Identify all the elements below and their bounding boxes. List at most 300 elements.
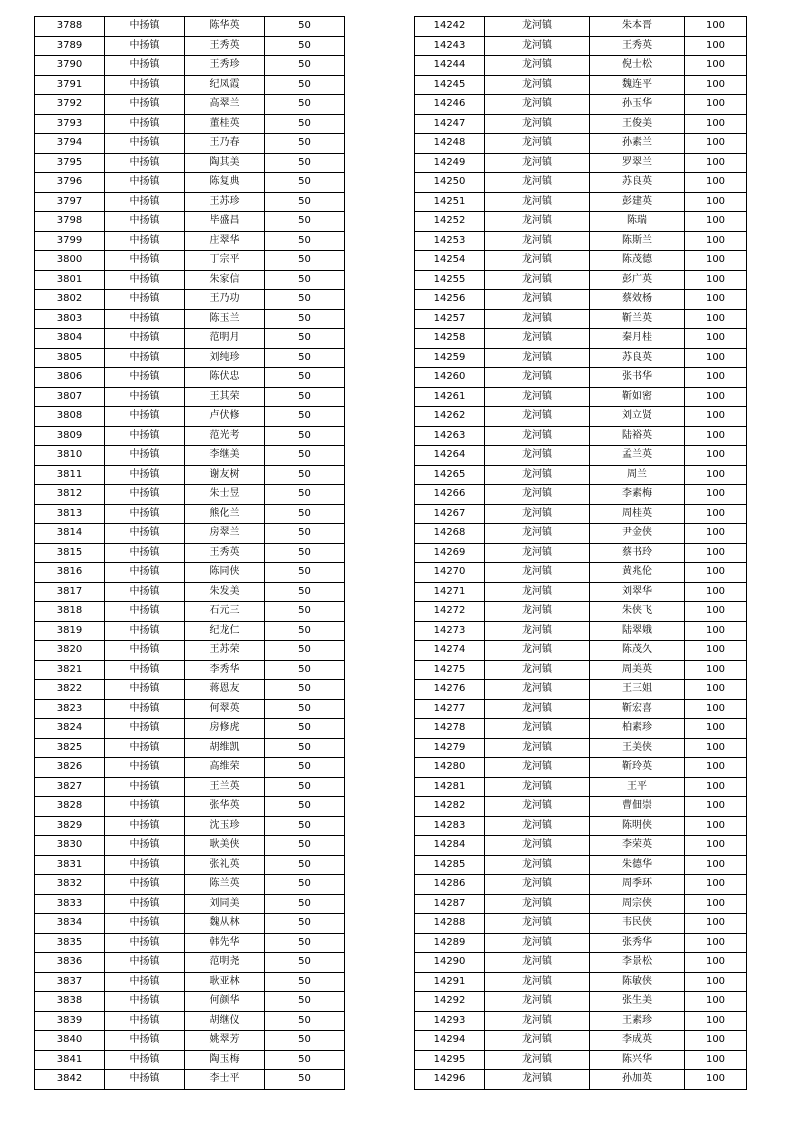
town-cell: 中扬镇 — [105, 231, 185, 251]
town-cell: 龙河镇 — [485, 836, 590, 856]
name-cell: 靳如密 — [590, 387, 685, 407]
name-cell: 李继美 — [185, 446, 265, 466]
amount-cell: 100 — [685, 1031, 747, 1051]
amount-cell: 50 — [265, 1011, 345, 1031]
town-cell: 中扬镇 — [105, 387, 185, 407]
id-cell: 14247 — [415, 114, 485, 134]
amount-cell: 50 — [265, 368, 345, 388]
name-cell: 黄兆伦 — [590, 563, 685, 583]
amount-cell: 50 — [265, 933, 345, 953]
town-cell: 中扬镇 — [105, 407, 185, 427]
town-cell: 龙河镇 — [485, 738, 590, 758]
id-cell: 3841 — [35, 1050, 105, 1070]
table-row — [35, 134, 345, 154]
id-cell: 3842 — [35, 1070, 105, 1090]
id-cell: 3797 — [35, 192, 105, 212]
id-cell: 3821 — [35, 660, 105, 680]
table-row — [35, 621, 345, 641]
table-row — [35, 1070, 345, 1090]
table-row — [35, 680, 345, 700]
amount-cell: 100 — [685, 953, 747, 973]
name-cell: 李荣英 — [590, 836, 685, 856]
id-cell: 14264 — [415, 446, 485, 466]
amount-cell: 100 — [685, 836, 747, 856]
table-row — [35, 914, 345, 934]
table-row — [415, 914, 747, 934]
table-row — [415, 816, 747, 836]
amount-cell: 50 — [265, 309, 345, 329]
table-row — [415, 153, 747, 173]
amount-cell: 50 — [265, 485, 345, 505]
id-cell: 3796 — [35, 173, 105, 193]
name-cell: 陆裕英 — [590, 426, 685, 446]
town-cell: 中扬镇 — [105, 758, 185, 778]
amount-cell: 50 — [265, 621, 345, 641]
name-cell: 纪凤霞 — [185, 75, 265, 95]
name-cell: 李景松 — [590, 953, 685, 973]
town-cell: 中扬镇 — [105, 894, 185, 914]
name-cell: 刘同美 — [185, 894, 265, 914]
amount-cell: 100 — [685, 56, 747, 76]
table-row — [35, 114, 345, 134]
name-cell: 孙素兰 — [590, 134, 685, 154]
table-row — [415, 309, 747, 329]
town-cell: 中扬镇 — [105, 56, 185, 76]
id-cell: 14251 — [415, 192, 485, 212]
name-cell: 毕盛昌 — [185, 212, 265, 232]
table-row — [35, 231, 345, 251]
town-cell: 中扬镇 — [105, 836, 185, 856]
name-cell: 沈玉珍 — [185, 816, 265, 836]
name-cell: 王乃功 — [185, 290, 265, 310]
amount-cell: 100 — [685, 387, 747, 407]
table-row — [415, 446, 747, 466]
table-row — [35, 992, 345, 1012]
id-cell: 3806 — [35, 368, 105, 388]
town-cell: 龙河镇 — [485, 582, 590, 602]
amount-cell: 100 — [685, 524, 747, 544]
amount-cell: 100 — [685, 680, 747, 700]
name-cell: 尹金侠 — [590, 524, 685, 544]
id-cell: 3798 — [35, 212, 105, 232]
amount-cell: 100 — [685, 602, 747, 622]
name-cell: 刘立贤 — [590, 407, 685, 427]
town-cell: 龙河镇 — [485, 777, 590, 797]
amount-cell: 50 — [265, 816, 345, 836]
id-cell: 14284 — [415, 836, 485, 856]
table-row — [415, 953, 747, 973]
id-cell: 14274 — [415, 641, 485, 661]
amount-cell: 50 — [265, 602, 345, 622]
amount-cell: 50 — [265, 348, 345, 368]
table-row — [415, 582, 747, 602]
name-cell: 王乃春 — [185, 134, 265, 154]
town-cell: 龙河镇 — [485, 875, 590, 895]
id-cell: 14287 — [415, 894, 485, 914]
table-row — [35, 602, 345, 622]
amount-cell: 100 — [685, 485, 747, 505]
name-cell: 秦月桂 — [590, 329, 685, 349]
name-cell: 陈茂德 — [590, 251, 685, 271]
id-cell: 14280 — [415, 758, 485, 778]
name-cell: 范明月 — [185, 329, 265, 349]
town-cell: 龙河镇 — [485, 153, 590, 173]
name-cell: 范明尧 — [185, 953, 265, 973]
name-cell: 王秀珍 — [185, 56, 265, 76]
id-cell: 3819 — [35, 621, 105, 641]
id-cell: 3831 — [35, 855, 105, 875]
table-row — [35, 95, 345, 115]
amount-cell: 50 — [265, 36, 345, 56]
town-cell: 中扬镇 — [105, 992, 185, 1012]
table-row — [415, 134, 747, 154]
name-cell: 陈兴华 — [590, 1050, 685, 1070]
id-cell: 3812 — [35, 485, 105, 505]
name-cell: 韦民侠 — [590, 914, 685, 934]
name-cell: 熊化兰 — [185, 504, 265, 524]
town-cell: 中扬镇 — [105, 192, 185, 212]
table-row — [35, 17, 345, 37]
name-cell: 陈复典 — [185, 173, 265, 193]
id-cell: 14290 — [415, 953, 485, 973]
id-cell: 3810 — [35, 446, 105, 466]
town-cell: 龙河镇 — [485, 855, 590, 875]
amount-cell: 50 — [265, 797, 345, 817]
table-row — [35, 290, 345, 310]
town-cell: 中扬镇 — [105, 36, 185, 56]
amount-cell: 50 — [265, 270, 345, 290]
table-row — [35, 875, 345, 895]
table-row — [415, 719, 747, 739]
name-cell: 陈敏侠 — [590, 972, 685, 992]
table-row — [415, 602, 747, 622]
town-cell: 龙河镇 — [485, 602, 590, 622]
table-row — [415, 95, 747, 115]
name-cell: 房翠兰 — [185, 524, 265, 544]
table-row — [415, 660, 747, 680]
amount-cell: 50 — [265, 75, 345, 95]
amount-cell: 100 — [685, 660, 747, 680]
amount-cell: 100 — [685, 1070, 747, 1090]
table-row — [415, 387, 747, 407]
name-cell: 靳兰英 — [590, 309, 685, 329]
table-row — [415, 1070, 747, 1090]
name-cell: 苏良英 — [590, 173, 685, 193]
town-cell: 龙河镇 — [485, 680, 590, 700]
table-row — [415, 992, 747, 1012]
table-row — [35, 1031, 345, 1051]
id-cell: 3820 — [35, 641, 105, 661]
left-table — [34, 16, 345, 1090]
town-cell: 龙河镇 — [485, 75, 590, 95]
name-cell: 张秀华 — [590, 933, 685, 953]
town-cell: 中扬镇 — [105, 212, 185, 232]
id-cell: 3834 — [35, 914, 105, 934]
amount-cell: 50 — [265, 777, 345, 797]
town-cell: 中扬镇 — [105, 777, 185, 797]
name-cell: 李素梅 — [590, 485, 685, 505]
amount-cell: 50 — [265, 1031, 345, 1051]
table-row — [35, 777, 345, 797]
amount-cell: 50 — [265, 836, 345, 856]
table-row — [35, 368, 345, 388]
town-cell: 中扬镇 — [105, 329, 185, 349]
table-row — [35, 36, 345, 56]
amount-cell: 100 — [685, 173, 747, 193]
name-cell: 王美侠 — [590, 738, 685, 758]
table-row — [35, 270, 345, 290]
id-cell: 3829 — [35, 816, 105, 836]
amount-cell: 100 — [685, 504, 747, 524]
amount-cell: 100 — [685, 153, 747, 173]
table-row — [415, 290, 747, 310]
town-cell: 中扬镇 — [105, 582, 185, 602]
table-row — [415, 407, 747, 427]
name-cell: 陈伏忠 — [185, 368, 265, 388]
name-cell: 张生美 — [590, 992, 685, 1012]
amount-cell: 50 — [265, 134, 345, 154]
name-cell: 张书华 — [590, 368, 685, 388]
table-row — [35, 446, 345, 466]
town-cell: 龙河镇 — [485, 251, 590, 271]
town-cell: 龙河镇 — [485, 270, 590, 290]
town-cell: 中扬镇 — [105, 680, 185, 700]
town-cell: 龙河镇 — [485, 426, 590, 446]
id-cell: 14272 — [415, 602, 485, 622]
id-cell: 3803 — [35, 309, 105, 329]
town-cell: 龙河镇 — [485, 972, 590, 992]
amount-cell: 50 — [265, 758, 345, 778]
amount-cell: 100 — [685, 17, 747, 37]
id-cell: 14277 — [415, 699, 485, 719]
town-cell: 龙河镇 — [485, 95, 590, 115]
name-cell: 靳宏喜 — [590, 699, 685, 719]
amount-cell: 100 — [685, 992, 747, 1012]
amount-cell: 100 — [685, 348, 747, 368]
table-row — [35, 387, 345, 407]
id-cell: 14260 — [415, 368, 485, 388]
table-row — [415, 738, 747, 758]
id-cell: 14246 — [415, 95, 485, 115]
amount-cell: 100 — [685, 875, 747, 895]
name-cell: 魏连平 — [590, 75, 685, 95]
name-cell: 房修虎 — [185, 719, 265, 739]
id-cell: 3839 — [35, 1011, 105, 1031]
amount-cell: 50 — [265, 699, 345, 719]
table-row — [415, 465, 747, 485]
amount-cell: 100 — [685, 134, 747, 154]
id-cell: 14250 — [415, 173, 485, 193]
id-cell: 3788 — [35, 17, 105, 37]
name-cell: 王素珍 — [590, 1011, 685, 1031]
amount-cell: 100 — [685, 75, 747, 95]
name-cell: 蔡效杨 — [590, 290, 685, 310]
table-row — [415, 621, 747, 641]
name-cell: 陶其美 — [185, 153, 265, 173]
table-row — [415, 777, 747, 797]
table-row — [35, 524, 345, 544]
town-cell: 龙河镇 — [485, 36, 590, 56]
id-cell: 14296 — [415, 1070, 485, 1090]
table-row — [415, 504, 747, 524]
name-cell: 庄翠华 — [185, 231, 265, 251]
town-cell: 龙河镇 — [485, 699, 590, 719]
amount-cell: 50 — [265, 231, 345, 251]
amount-cell: 50 — [265, 660, 345, 680]
amount-cell: 100 — [685, 329, 747, 349]
amount-cell: 100 — [685, 368, 747, 388]
amount-cell: 50 — [265, 641, 345, 661]
amount-cell: 100 — [685, 290, 747, 310]
town-cell: 中扬镇 — [105, 309, 185, 329]
name-cell: 孟兰英 — [590, 446, 685, 466]
id-cell: 3793 — [35, 114, 105, 134]
name-cell: 纪龙仁 — [185, 621, 265, 641]
town-cell: 中扬镇 — [105, 153, 185, 173]
amount-cell: 50 — [265, 1070, 345, 1090]
town-cell: 龙河镇 — [485, 621, 590, 641]
id-cell: 14273 — [415, 621, 485, 641]
id-cell: 3805 — [35, 348, 105, 368]
table-row — [415, 797, 747, 817]
town-cell: 龙河镇 — [485, 407, 590, 427]
amount-cell: 50 — [265, 504, 345, 524]
id-cell: 14261 — [415, 387, 485, 407]
name-cell: 朱德华 — [590, 855, 685, 875]
name-cell: 刘纯珍 — [185, 348, 265, 368]
town-cell: 龙河镇 — [485, 797, 590, 817]
town-cell: 中扬镇 — [105, 797, 185, 817]
id-cell: 3815 — [35, 543, 105, 563]
table-row — [415, 836, 747, 856]
town-cell: 中扬镇 — [105, 953, 185, 973]
town-cell: 中扬镇 — [105, 933, 185, 953]
name-cell: 耿亚林 — [185, 972, 265, 992]
table-row — [35, 933, 345, 953]
id-cell: 14265 — [415, 465, 485, 485]
id-cell: 14288 — [415, 914, 485, 934]
table-row — [415, 251, 747, 271]
town-cell: 中扬镇 — [105, 173, 185, 193]
table-row — [415, 855, 747, 875]
name-cell: 何颜华 — [185, 992, 265, 1012]
table-row — [35, 953, 345, 973]
amount-cell: 100 — [685, 543, 747, 563]
id-cell: 3833 — [35, 894, 105, 914]
amount-cell: 50 — [265, 426, 345, 446]
town-cell: 中扬镇 — [105, 426, 185, 446]
name-cell: 姚翠芳 — [185, 1031, 265, 1051]
table-row — [415, 563, 747, 583]
amount-cell: 100 — [685, 465, 747, 485]
name-cell: 朱本晋 — [590, 17, 685, 37]
table-row — [415, 75, 747, 95]
id-cell: 3808 — [35, 407, 105, 427]
id-cell: 14249 — [415, 153, 485, 173]
name-cell: 陈斯兰 — [590, 231, 685, 251]
amount-cell: 100 — [685, 641, 747, 661]
town-cell: 龙河镇 — [485, 329, 590, 349]
table-row — [35, 738, 345, 758]
town-cell: 龙河镇 — [485, 309, 590, 329]
town-cell: 龙河镇 — [485, 290, 590, 310]
id-cell: 14256 — [415, 290, 485, 310]
town-cell: 中扬镇 — [105, 543, 185, 563]
name-cell: 周桂英 — [590, 504, 685, 524]
name-cell: 王兰英 — [185, 777, 265, 797]
table-row — [35, 426, 345, 446]
town-cell: 龙河镇 — [485, 504, 590, 524]
name-cell: 朱家信 — [185, 270, 265, 290]
table-row — [35, 582, 345, 602]
name-cell: 耿美侠 — [185, 836, 265, 856]
town-cell: 中扬镇 — [105, 485, 185, 505]
amount-cell: 50 — [265, 212, 345, 232]
name-cell: 王俊美 — [590, 114, 685, 134]
table-row — [415, 56, 747, 76]
table-row — [415, 348, 747, 368]
id-cell: 14252 — [415, 212, 485, 232]
amount-cell: 50 — [265, 192, 345, 212]
id-cell: 14245 — [415, 75, 485, 95]
name-cell: 王平 — [590, 777, 685, 797]
town-cell: 中扬镇 — [105, 602, 185, 622]
id-cell: 14292 — [415, 992, 485, 1012]
id-cell: 3790 — [35, 56, 105, 76]
id-cell: 3804 — [35, 329, 105, 349]
table-row — [415, 192, 747, 212]
name-cell: 朱侠飞 — [590, 602, 685, 622]
amount-cell: 100 — [685, 1011, 747, 1031]
table-row — [415, 329, 747, 349]
table-row — [35, 1011, 345, 1031]
name-cell: 陈兰英 — [185, 875, 265, 895]
amount-cell: 50 — [265, 114, 345, 134]
amount-cell: 50 — [265, 914, 345, 934]
amount-cell: 100 — [685, 270, 747, 290]
id-cell: 3807 — [35, 387, 105, 407]
town-cell: 中扬镇 — [105, 1011, 185, 1031]
id-cell: 3814 — [35, 524, 105, 544]
amount-cell: 50 — [265, 582, 345, 602]
id-cell: 14276 — [415, 680, 485, 700]
table-row — [415, 368, 747, 388]
id-cell: 14279 — [415, 738, 485, 758]
amount-cell: 50 — [265, 56, 345, 76]
table-row — [35, 797, 345, 817]
amount-cell: 100 — [685, 699, 747, 719]
name-cell: 丁宗平 — [185, 251, 265, 271]
amount-cell: 100 — [685, 212, 747, 232]
id-cell: 14244 — [415, 56, 485, 76]
table-row — [35, 836, 345, 856]
table-row — [35, 251, 345, 271]
town-cell: 中扬镇 — [105, 816, 185, 836]
town-cell: 龙河镇 — [485, 660, 590, 680]
id-cell: 14262 — [415, 407, 485, 427]
name-cell: 靳玲英 — [590, 758, 685, 778]
town-cell: 龙河镇 — [485, 933, 590, 953]
name-cell: 高翠兰 — [185, 95, 265, 115]
town-cell: 龙河镇 — [485, 56, 590, 76]
name-cell: 陶玉梅 — [185, 1050, 265, 1070]
town-cell: 龙河镇 — [485, 1050, 590, 1070]
amount-cell: 50 — [265, 894, 345, 914]
town-cell: 龙河镇 — [485, 387, 590, 407]
id-cell: 14270 — [415, 563, 485, 583]
name-cell: 朱士昱 — [185, 485, 265, 505]
id-cell: 3791 — [35, 75, 105, 95]
